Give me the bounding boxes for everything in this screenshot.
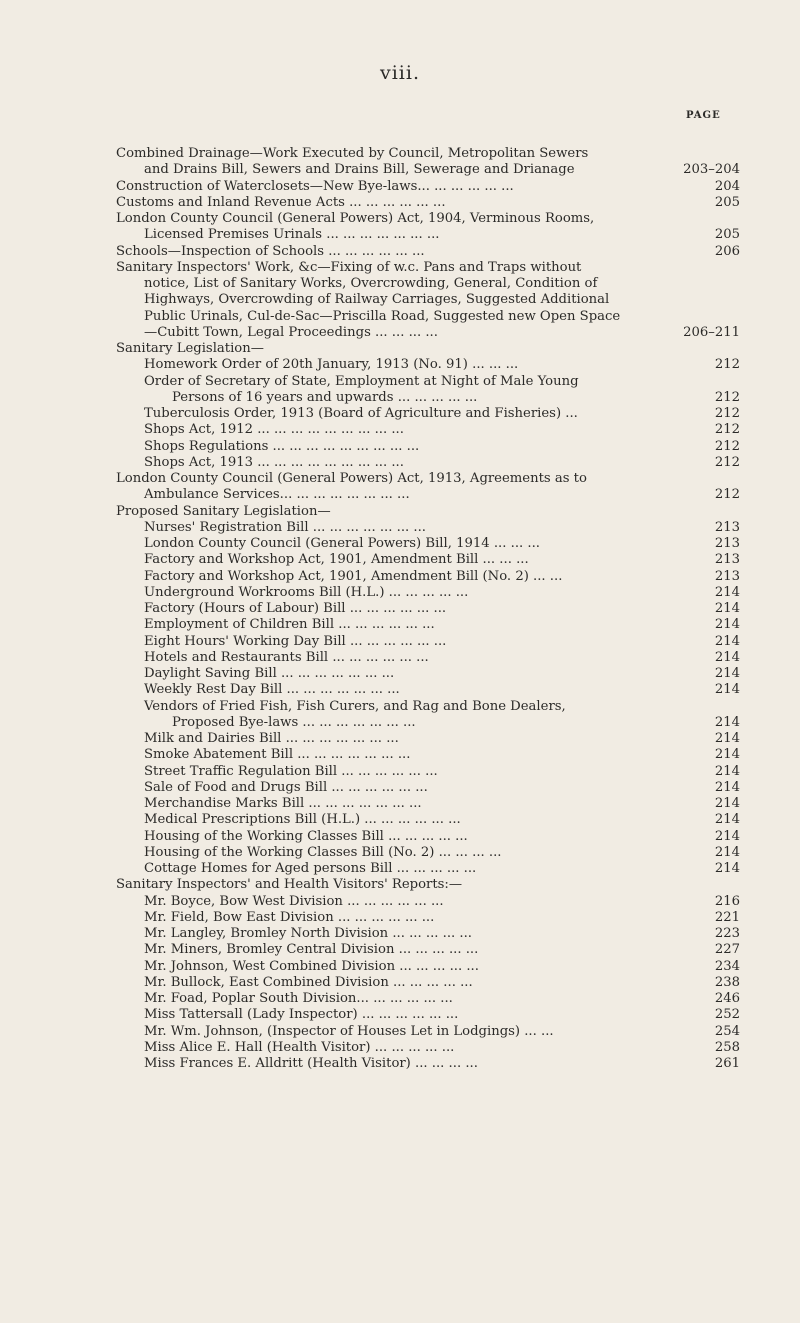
toc-entry <box>116 975 740 991</box>
toc-entry <box>116 682 740 698</box>
toc-entry-page: 214 <box>714 633 740 649</box>
toc-entry-text: Mr. Boyce, Bow West Division ... ... ... ... ... ... <box>144 893 444 909</box>
toc-entry-page: 212 <box>714 454 740 470</box>
toc-entry <box>116 699 740 715</box>
toc-entry-page: 214 <box>714 779 740 795</box>
toc-entry-page: 212 <box>714 389 740 405</box>
toc-entry-text: Highways, Overcrowding of Railway Carriages, Suggested Additional <box>144 292 610 308</box>
toc-entry <box>116 617 740 633</box>
toc-entry <box>116 211 740 227</box>
toc-entry-text: Shops Act, 1913 ... ... ... ... ... ... ... ... ... <box>144 454 404 470</box>
toc-entry-text: Miss Alice E. Hall (Health Visitor) ... ... ... ... ... <box>144 1039 455 1055</box>
toc-entry-text: Housing of the Working Classes Bill ... ... ... ... ... <box>144 828 468 844</box>
toc-entry <box>116 796 740 812</box>
toc-entry <box>116 146 740 162</box>
toc-entry-text: Mr. Wm. Johnson, (Inspector of Houses Let in Lodgings) ... ... <box>144 1023 554 1039</box>
toc-entry-page: 205 <box>714 194 740 210</box>
toc-entry-text: Smoke Abatement Bill ... ... ... ... ... ... ... <box>144 747 411 763</box>
toc-entry-text: Miss Tattersall (Lady Inspector) ... ... ... ... ... ... <box>144 1007 459 1023</box>
toc-entry-text: Daylight Saving Bill ... ... ... ... ... ... ... <box>144 666 395 681</box>
toc-entry-text: Proposed Sanitary Legislation— <box>116 503 331 519</box>
toc-entry-page: 214 <box>714 666 740 681</box>
toc-entry <box>116 829 740 845</box>
toc-entry <box>116 666 740 682</box>
toc-entry <box>116 552 740 568</box>
toc-entry-text: Proposed Bye-laws ... ... ... ... ... ... ... <box>172 714 416 730</box>
toc-entry <box>116 390 740 406</box>
toc-entry <box>116 991 740 1007</box>
toc-entry-page: 214 <box>714 601 740 616</box>
toc-entry <box>116 179 740 195</box>
toc-entry-text: Licensed Premises Urinals ... ... ... ... ... ... ... <box>144 227 440 243</box>
toc-entry-page: 213 <box>714 552 740 568</box>
toc-entry <box>116 195 740 211</box>
page-column-label: PAGE <box>686 110 721 121</box>
toc-entry <box>116 959 740 975</box>
toc-entry-page: 246 <box>714 991 740 1006</box>
toc-entry <box>116 227 740 243</box>
toc-entry <box>116 276 740 292</box>
toc-entry-text: Persons of 16 years and upwards ... ... ... ... ... <box>172 389 478 405</box>
toc-entry <box>116 422 740 438</box>
toc-entry-page: 238 <box>714 974 740 990</box>
toc-entry <box>116 504 740 520</box>
toc-entry-text: Sanitary Legislation— <box>116 341 264 356</box>
toc-entry-page: 223 <box>714 926 740 941</box>
toc-entry-page: 261 <box>714 1056 740 1071</box>
toc-entry <box>116 374 740 390</box>
toc-entry-page: 212 <box>714 357 740 373</box>
toc-entry-page: 221 <box>714 909 740 925</box>
toc-entry-page: 227 <box>714 942 740 958</box>
toc-entry-page: 214 <box>714 714 740 730</box>
toc-entry <box>116 1056 740 1072</box>
toc-entry-text: Vendors of Fried Fish, Fish Curers, and Rag and Bone Dealers, <box>144 698 566 714</box>
toc-entry <box>116 471 740 487</box>
toc-entry-text: Sanitary Inspectors' Work, &c—Fixing of w.c. Pans and Traps without <box>116 259 582 275</box>
toc-entry-page: 234 <box>714 958 740 974</box>
toc-entry-page: 214 <box>714 649 740 665</box>
toc-entry-page: 212 <box>714 487 740 503</box>
toc-entry-page: 213 <box>714 568 740 584</box>
toc-entry-page: 214 <box>714 796 740 811</box>
toc-entry-text: and Drains Bill, Sewers and Drains Bill, Sewerage and Drianage <box>144 162 575 178</box>
toc-entry <box>116 341 740 357</box>
toc-entry-text: Sanitary Inspectors' and Health Visitors' Reports:— <box>116 877 463 893</box>
toc-entry <box>116 292 740 308</box>
toc-entry <box>116 325 740 341</box>
toc-entry-page: 205 <box>714 227 740 243</box>
toc-entry-page: 214 <box>714 682 740 698</box>
toc-entry-text: Mr. Miners, Bromley Central Division ... ... ... ... ... <box>144 942 479 958</box>
toc-entry-text: Mr. Langley, Bromley North Division ... ... ... ... ... <box>144 926 472 941</box>
toc-entry <box>116 244 740 260</box>
toc-entry-page: 206 <box>714 243 740 259</box>
toc-entry <box>116 520 740 536</box>
toc-entry <box>116 764 740 780</box>
toc-entry-text: London County Council (General Powers) Act, 1913, Agreements as to <box>116 471 587 486</box>
toc-entry-text: Shops Act, 1912 ... ... ... ... ... ... ... ... ... <box>144 422 404 438</box>
toc-entry <box>116 910 740 926</box>
toc-entry-page: 212 <box>714 422 740 438</box>
toc-entry-text: Schools—Inspection of Schools ... ... ... ... ... ... <box>116 243 425 259</box>
toc-entry <box>116 455 740 471</box>
toc-entry-text: Housing of the Working Classes Bill (No. 2) ... ... ... ... <box>144 844 502 860</box>
toc-entry-text: Nurses' Registration Bill ... ... ... ... ... ... ... <box>144 519 426 535</box>
toc-entry-page: 214 <box>714 617 740 633</box>
toc-entry-page: 214 <box>714 812 740 828</box>
toc-entry-page: 204 <box>714 178 740 194</box>
toc-entry <box>116 926 740 942</box>
toc-entry-page: 214 <box>714 584 740 600</box>
toc-entry-text: Factory and Workshop Act, 1901, Amendment Bill (No. 2) ... ... <box>144 568 563 584</box>
toc-entry <box>116 260 740 276</box>
toc-entry-text: Mr. Foad, Poplar South Division... ... ... ... ... ... <box>144 991 453 1006</box>
toc-entry-page: 213 <box>714 536 740 551</box>
toc-entry-text: Eight Hours' Working Day Bill ... ... ... ... ... ... <box>144 633 447 649</box>
toc-entry <box>116 942 740 958</box>
toc-entry-text: Customs and Inland Revenue Acts ... ... ... ... ... ... <box>116 194 446 210</box>
toc-entry <box>116 715 740 731</box>
toc-entry-page: 252 <box>714 1007 740 1023</box>
toc-entry-text: Hotels and Restaurants Bill ... ... ... ... ... ... <box>144 649 429 665</box>
toc-entry-page: 216 <box>714 893 740 909</box>
toc-entry <box>116 812 740 828</box>
toc-entry-text: notice, List of Sanitary Works, Overcrowding, General, Condition of <box>144 276 598 291</box>
toc-entry-text: Factory (Hours of Labour) Bill ... ... ... ... ... ... <box>144 601 447 616</box>
toc-entry-text: Ambulance Services... ... ... ... ... ... ... ... <box>144 487 410 503</box>
toc-entry <box>116 585 740 601</box>
toc-entry-page: 212 <box>714 438 740 454</box>
toc-entry <box>116 406 740 422</box>
toc-entry-text: Mr. Johnson, West Combined Division ... ... ... ... ... <box>144 958 479 974</box>
toc-entry <box>116 569 740 585</box>
toc-entry-text: Factory and Workshop Act, 1901, Amendment Bill ... ... ... <box>144 552 529 568</box>
toc-entry <box>116 1040 740 1056</box>
toc-entry-text: Tuberculosis Order, 1913 (Board of Agriculture and Fisheries) ... <box>144 406 578 421</box>
toc-entry-text: Order of Secretary of State, Employment at Night of Male Young <box>144 373 579 389</box>
toc-entry <box>116 1007 740 1023</box>
toc-entry-text: Cottage Homes for Aged persons Bill ... ... ... ... ... <box>144 861 477 876</box>
toc-entry <box>116 487 740 503</box>
toc-entry <box>116 650 740 666</box>
page-number: viii. <box>379 62 420 84</box>
toc-entry-text: Combined Drainage—Work Executed by Council, Metropolitan Sewers <box>116 146 589 161</box>
toc-entry-text: Medical Prescriptions Bill (H.L.) ... ... ... ... ... ... <box>144 812 461 828</box>
toc-entry-text: Shops Regulations ... ... ... ... ... ... ... ... ... <box>144 438 420 454</box>
toc-entry-page: 212 <box>714 406 740 421</box>
toc-entry-page: 214 <box>714 861 740 876</box>
toc-entry-page: 213 <box>714 519 740 535</box>
toc-entry-page: 214 <box>714 731 740 746</box>
toc-entry-text: London County Council (General Powers) Bill, 1914 ... ... ... <box>144 536 540 551</box>
toc-entry-page: 254 <box>714 1023 740 1039</box>
toc-entry-text: Construction of Waterclosets—New Bye-laws... ... ... ... ... ... <box>116 178 514 194</box>
toc-entry-text: Underground Workrooms Bill (H.L.) ... ... ... ... ... <box>144 584 469 600</box>
toc-entry <box>116 536 740 552</box>
toc-entry-text: London County Council (General Powers) Act, 1904, Verminous Rooms, <box>116 211 595 226</box>
toc-entry-text: Weekly Rest Day Bill ... ... ... ... ... ... ... <box>144 682 400 698</box>
toc-entry-text: Miss Frances E. Alldritt (Health Visitor) ... ... ... ... <box>144 1056 478 1071</box>
toc-entry <box>116 877 740 893</box>
toc-entry <box>116 601 740 617</box>
toc-entry-text: Street Traffic Regulation Bill ... ... ... ... ... ... <box>144 763 438 779</box>
toc-entry <box>116 780 740 796</box>
toc-entry-text: Homework Order of 20th January, 1913 (No. 91) ... ... ... <box>144 357 519 373</box>
toc-entry-page: 214 <box>714 763 740 779</box>
toc-entry-text: Mr. Bullock, East Combined Division ... ... ... ... ... <box>144 974 473 990</box>
toc-entry <box>116 634 740 650</box>
toc-entry <box>116 309 740 325</box>
toc-entry-text: Employment of Children Bill ... ... ... ... ... ... <box>144 617 435 633</box>
toc-entry <box>116 845 740 861</box>
toc-entry-page: 203–204 <box>683 162 740 178</box>
toc-entry <box>116 357 740 373</box>
table-of-contents <box>116 146 740 1072</box>
toc-entry-page: 206–211 <box>683 324 740 340</box>
toc-entry <box>116 162 740 178</box>
toc-entry-text: —Cubitt Town, Legal Proceedings ... ... ... ... <box>144 324 438 340</box>
toc-entry-text: Merchandise Marks Bill ... ... ... ... ... ... ... <box>144 796 422 811</box>
toc-entry-text: Mr. Field, Bow East Division ... ... ... ... ... ... <box>144 909 435 925</box>
toc-entry <box>116 1024 740 1040</box>
toc-entry-page: 214 <box>714 747 740 763</box>
toc-entry <box>116 731 740 747</box>
toc-entry-text: Sale of Food and Drugs Bill ... ... ... ... ... ... <box>144 779 428 795</box>
toc-entry-page: 258 <box>714 1039 740 1055</box>
toc-entry-text: Public Urinals, Cul-de-Sac—Priscilla Road, Suggested new Open Space <box>144 308 621 324</box>
toc-entry-text: Milk and Dairies Bill ... ... ... ... ... ... ... <box>144 731 399 746</box>
toc-entry <box>116 747 740 763</box>
toc-entry <box>116 861 740 877</box>
toc-entry <box>116 894 740 910</box>
toc-entry <box>116 439 740 455</box>
toc-entry-page: 214 <box>714 844 740 860</box>
toc-entry-page: 214 <box>714 828 740 844</box>
